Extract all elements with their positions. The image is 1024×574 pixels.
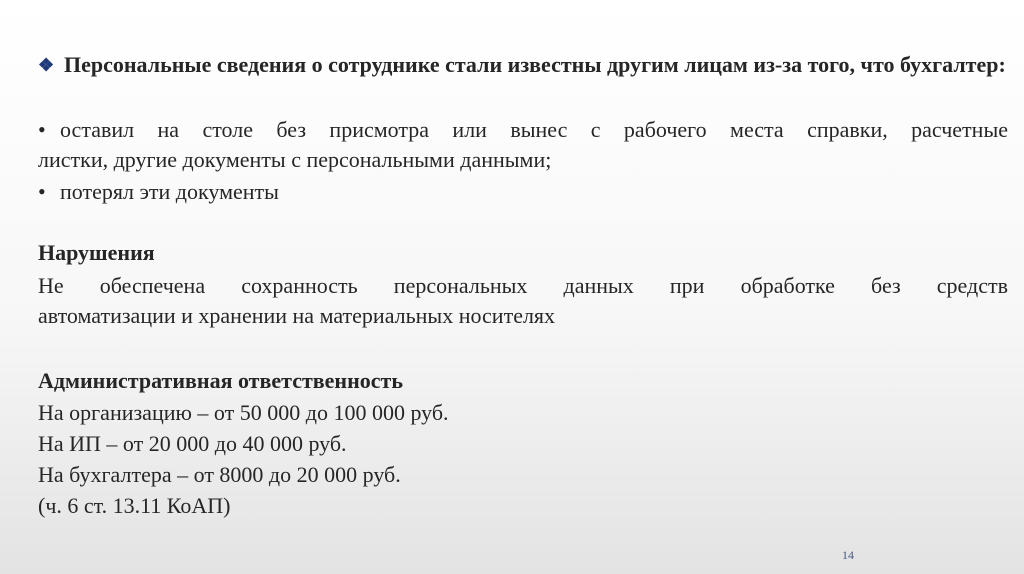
violations-line-1: Не обеспечена сохранность персональных данных при обработке без средств (38, 273, 1008, 298)
liability-line-accountant: На бухгалтера – от 8000 до 20 000 руб. (38, 462, 401, 487)
bullet-dot: • (38, 117, 46, 142)
heading-block (38, 50, 1008, 80)
liability-title: Административная ответственность (38, 368, 403, 393)
liability-line-law-reference: (ч. 6 ст. 13.11 КоАП) (38, 493, 231, 518)
page-number: 14 (842, 548, 854, 562)
bullet-item-1-line-1: • оставил на столе без присмотра или вынес с рабочего места справки, расчетные (38, 115, 1008, 145)
bullet-item-2-text: потерял эти документы (60, 179, 279, 204)
violations-title: Нарушения (38, 240, 155, 265)
violations-text (38, 271, 1008, 331)
bullet-dot: • (38, 179, 46, 204)
bullet-item-2 (38, 177, 1008, 207)
liability-line-organization: На организацию – от 50 000 до 100 000 руб. (38, 400, 449, 425)
bullet-item-1-line-2: листки, другие документы с персональными данными; (38, 147, 552, 172)
liability-line-ip: На ИП – от 20 000 до 40 000 руб. (38, 431, 347, 456)
bullet-item-1 (38, 115, 1008, 175)
violations-line-2: автоматизации и хранении на материальных носителях (38, 303, 556, 328)
heading-text: Персональные сведения о сотруднике стали известны другим лицам из-за того, что бухгалтер: (64, 52, 1006, 77)
diamond-bullet-icon: ❖ (38, 55, 55, 75)
